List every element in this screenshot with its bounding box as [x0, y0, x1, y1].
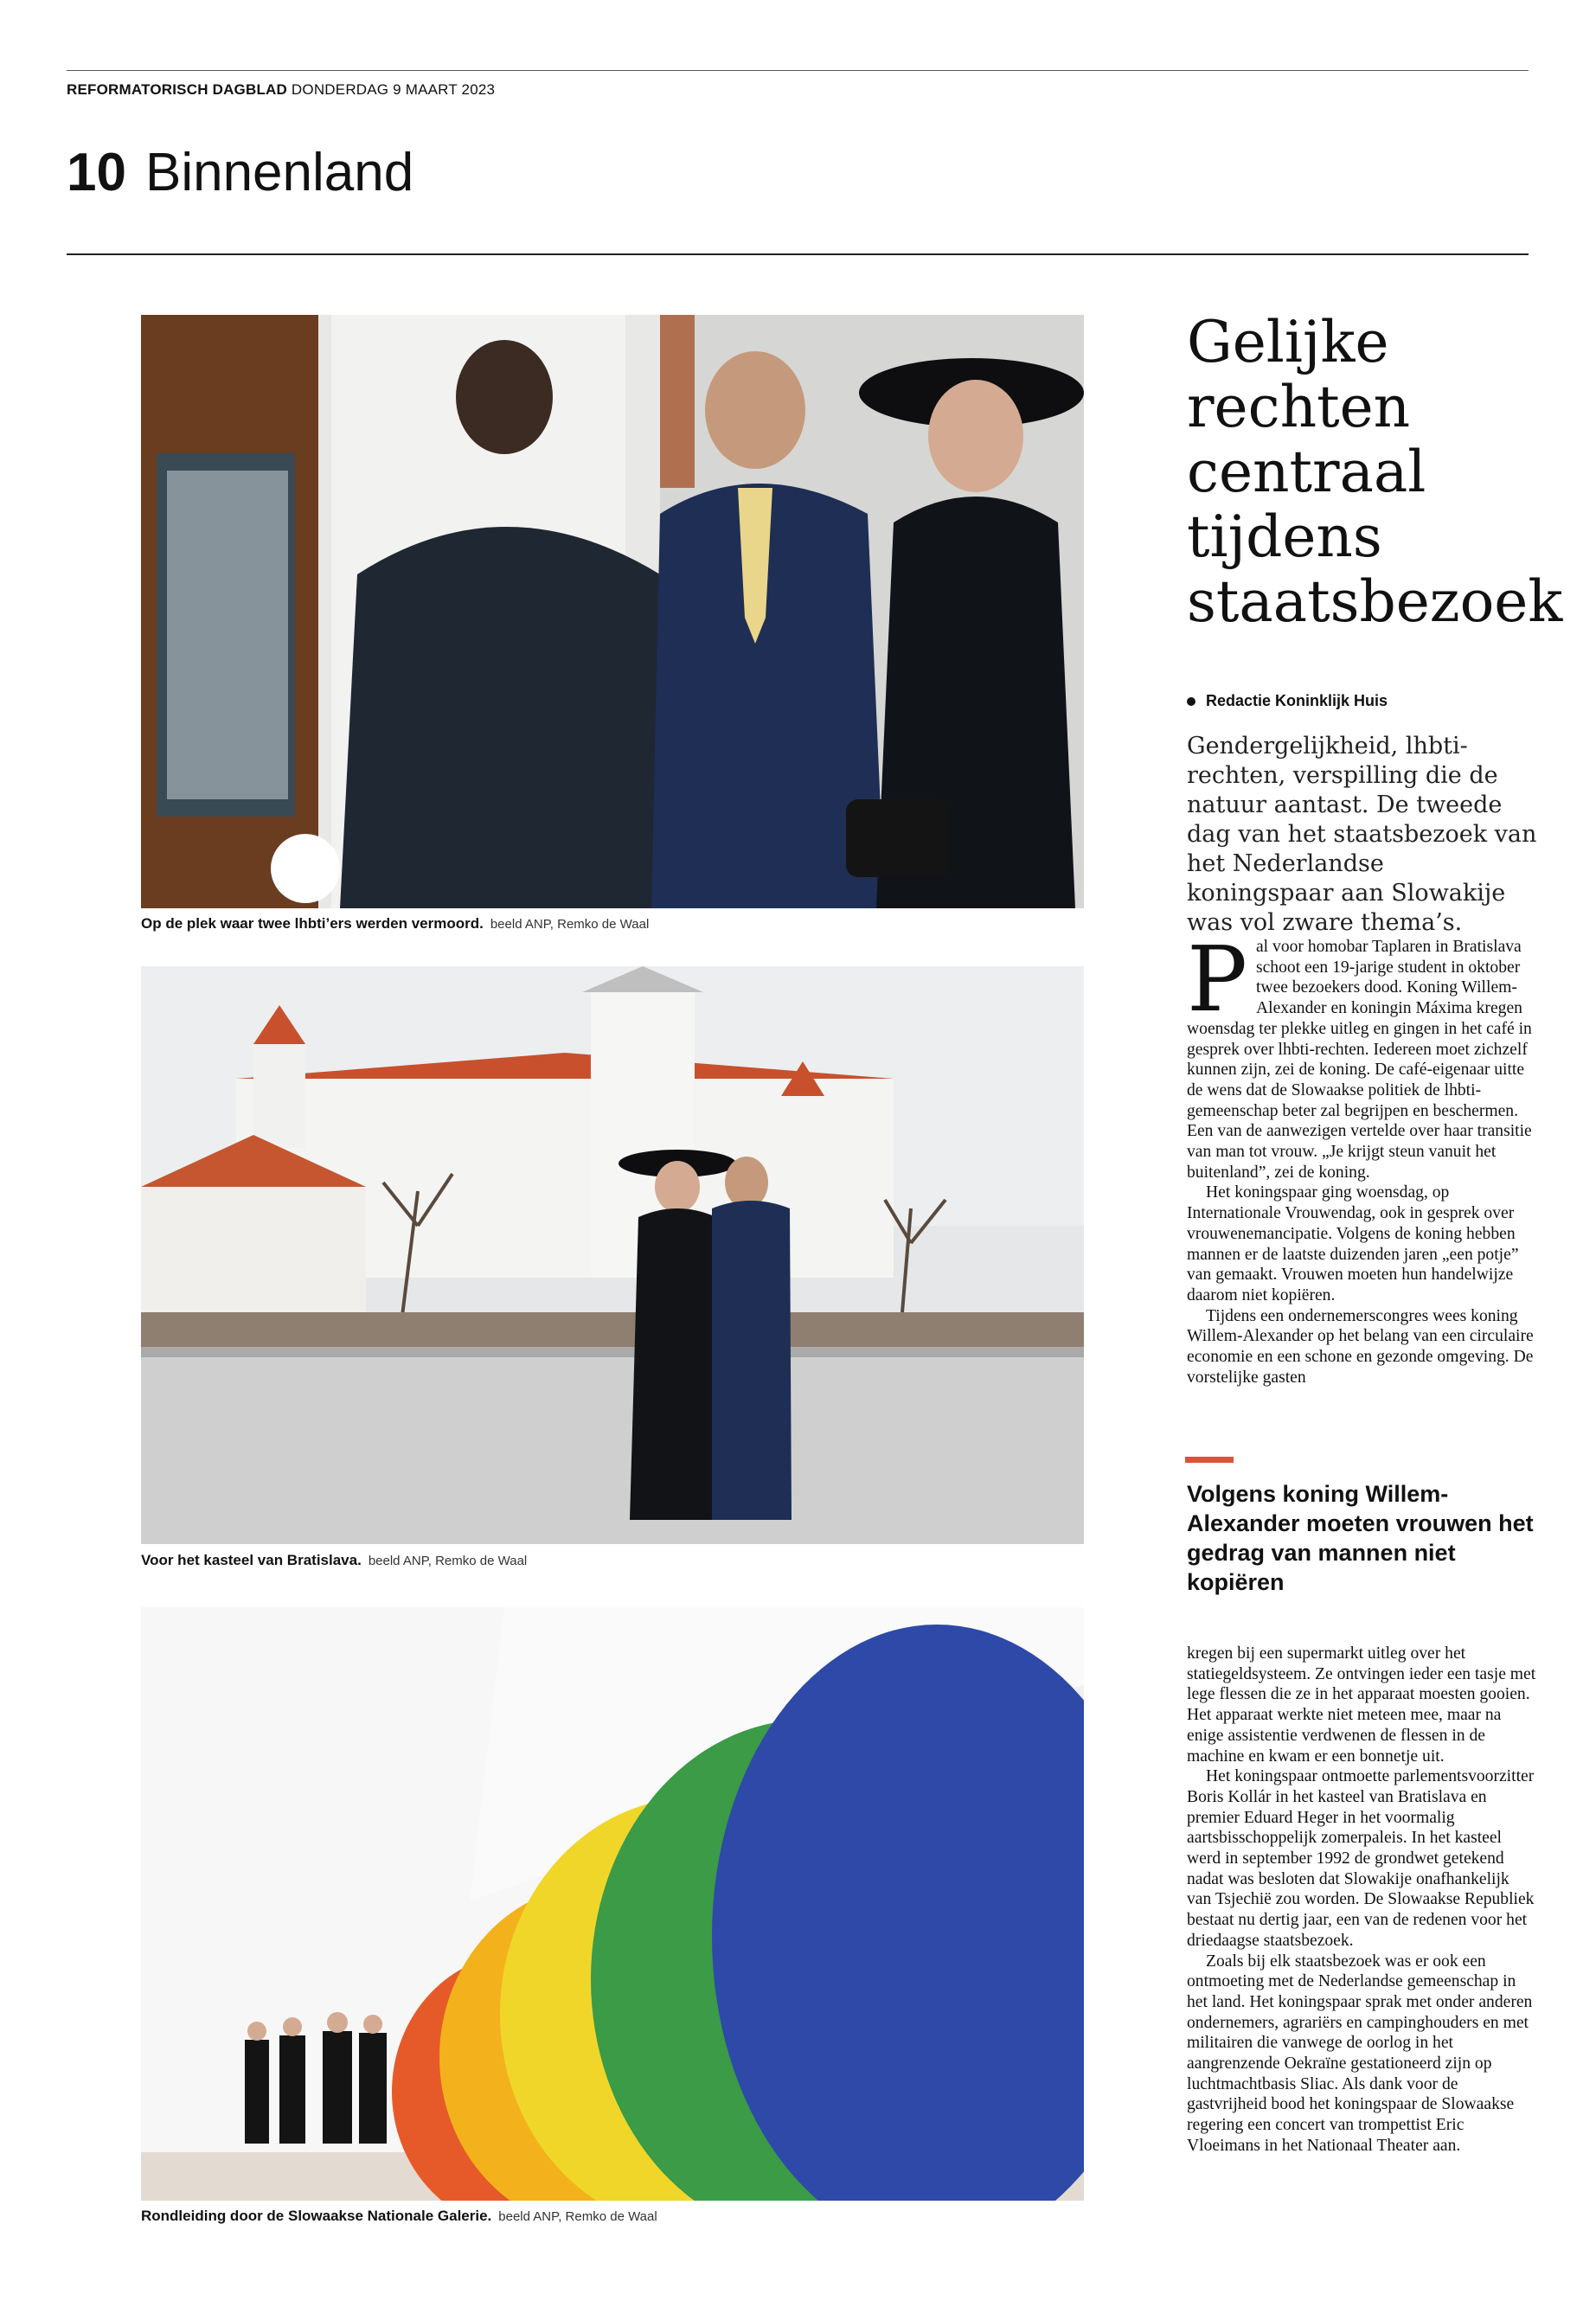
paragraph-6: Zoals bij elk staatsbezoek was er ook een ontmoeting met de Nederlandse gemeenschap in het land. Het koningspaar sprak met onder anderen ondernemers, agrariërs en campinghouders en met militairen die vanwege de oorlog in het aangrenzende Oekraïne gestationeerd zijn op luchtmachtbasis Sliac. Als dank voor de gastvrijheid bood het koningspaar de Slowaakse regering een concert van trompettist Eric Vloeimans in het Nationaal Theater aan.: [1187, 1952, 1533, 2155]
paragraph-1-text: al voor homobar Taplaren in Bratislava schoot een 19-jarige student in oktober twee bezoekers dood. Koning Willem-Alexander en koningin Máxima kregen woensdag ter plekke uitleg en gingen in het café in gesprek over lhbti-rechten. Iedereen moet zichzelf kunnen zijn, zei de koning. De café-eigenaar uitte de wens dat de Slowaakse politiek de lhbti-gemeenschap beter zal begrijpen en beschermen. Een van de aanwezigen vertelde over haar transitie van man tot vrouw. „Je krijgt steun vanuit het buitenland”, zei de koning.: [1187, 938, 1532, 1182]
byline-text: Redactie Koninklijk Huis: [1206, 692, 1388, 709]
byline-bullet-icon: [1187, 697, 1195, 706]
paragraph-3: Tijdens een ondernemerscongres wees koning Willem-Alexander op het belang van een circulaire economie en een schone en gezonde omgeving. De vorstelijke gasten: [1187, 1306, 1534, 1387]
masthead-date: DONDERDAG 9 MAART 2023: [291, 81, 496, 98]
caption-text: Voor het kasteel van Bratislava.: [141, 1552, 362, 1568]
paragraph-5: Het koningspaar ontmoette parlementsvoorzitter Boris Kollár in het kasteel van Bratislava en premier Eduard Heger in het voormalig aartsbisschoppelijk zomerpaleis. In het kasteel werd in september 1992 de grondwet getekend nadat was besloten dat Slowakije onafhankelijk van Tsjechië zou worden. De Slowaakse Republiek bestaat nu dertig jaar, een van de redenen voor het driedaagse staatsbezoek.: [1187, 1767, 1535, 1950]
caption-photo-1: [141, 915, 649, 933]
photo-gallery: [141, 1607, 1084, 2201]
caption-text: Op de plek waar twee lhbti’ers werden vermoord.: [141, 915, 484, 932]
quote-accent-bar: [1185, 1457, 1234, 1463]
pull-quote: Volgens koning Willem-Alexander moeten vrouwen het gedrag van mannen niet kopiëren: [1187, 1481, 1534, 1595]
photo-castle: [141, 966, 1084, 1544]
article-body-bottom: [1187, 1644, 1537, 2157]
article-body-top: [1187, 926, 1537, 1388]
photo-memorial: [141, 315, 1084, 908]
caption-credit: beeld ANP, Remko de Waal: [498, 2209, 657, 2224]
caption-credit: beeld ANP, Remko de Waal: [490, 917, 650, 932]
article-intro: Gendergelijkheid, lhbti-rechten, verspilling die de natuur aantast. De tweede dag van het staatsbezoek van het Nederlandse koningspaar aan Slowakije was vol zware thema’s.: [1187, 733, 1537, 936]
section-header: [67, 143, 413, 203]
masthead-paper: REFORMATORISCH DAGBLAD: [67, 81, 287, 98]
caption-photo-3: [141, 2208, 657, 2225]
byline: [1187, 692, 1388, 710]
masthead: [67, 81, 495, 99]
dropcap: P: [1187, 926, 1247, 1032]
page-number: 10: [67, 143, 126, 202]
paragraph-4: kregen bij een supermarkt uitleg over het statiegeldsysteem. Ze ontvingen ieder een tasje met lege flessen die ze in het apparaat moesten gooien. Het apparaat werkte niet meteen mee, maar na enige assistentie verdwenen de flessen in de machine en kwam er een bonnetje uit.: [1187, 1644, 1536, 1766]
article-headline: Gelijke rechten centraal tijdens staatsbezoek: [1187, 309, 1563, 635]
caption-credit: beeld ANP, Remko de Waal: [368, 1554, 528, 1568]
caption-text: Rondleiding door de Slowaakse Nationale Galerie.: [141, 2208, 492, 2224]
top-rule: [67, 70, 1529, 71]
caption-photo-2: [141, 1552, 527, 1569]
section-rule: [67, 253, 1529, 255]
paragraph-2: Het koningspaar ging woensdag, op Internationale Vrouwendag, ook in gesprek over vrouwenemancipatie. Volgens de koning hebben mannen er de laatste duizenden jaren „een potje” van gemaakt. Vrouwen moeten hun handelwijze daarom niet kopiëren.: [1187, 1183, 1519, 1304]
section-name: Binnenland: [144, 143, 414, 202]
paragraph-1: [1187, 926, 1537, 1183]
